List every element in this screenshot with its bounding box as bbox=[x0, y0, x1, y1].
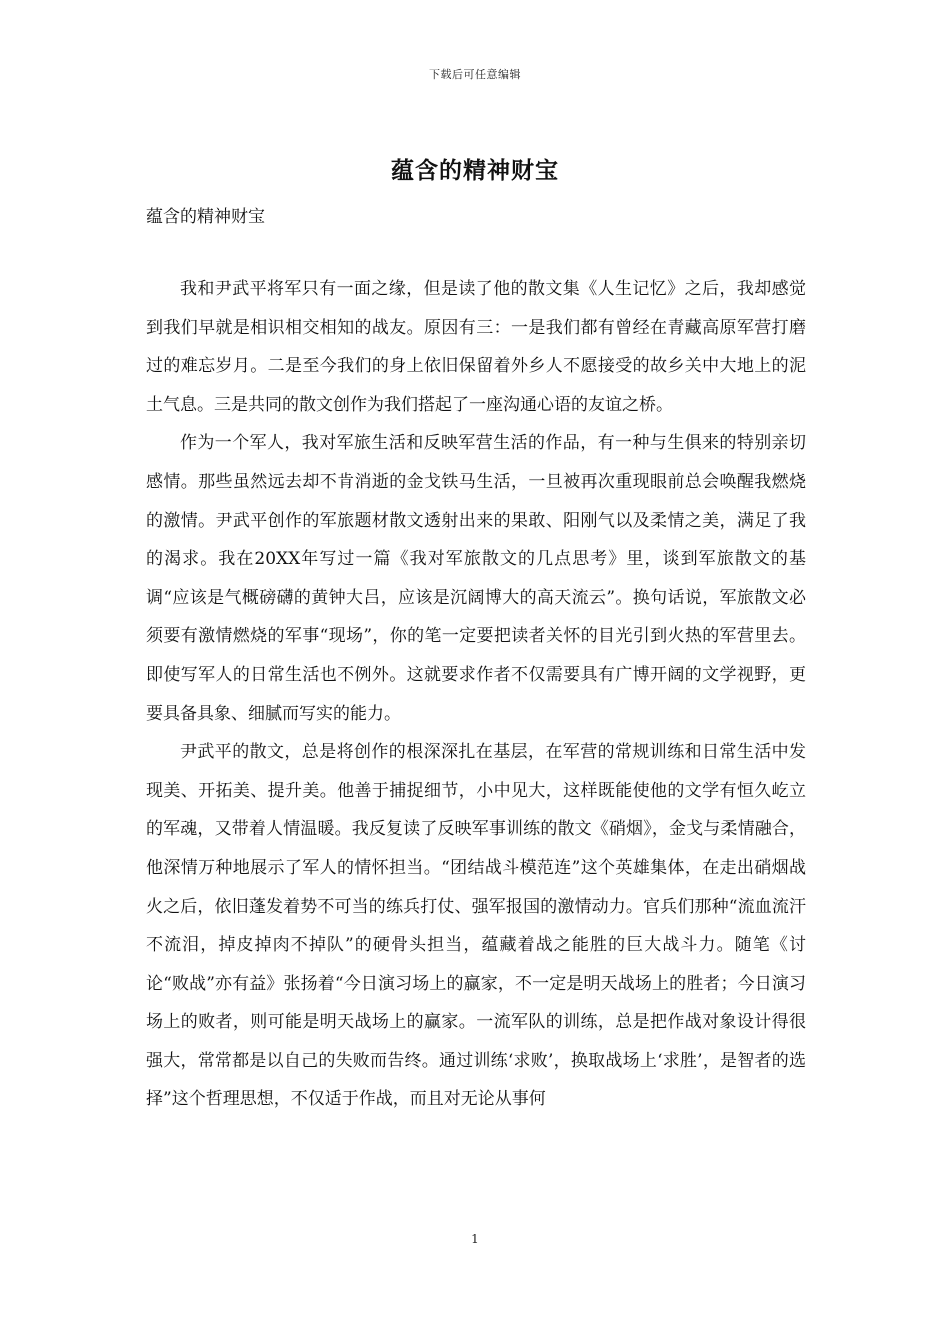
document-subtitle: 蕴含的精神财宝 bbox=[146, 207, 265, 227]
header-note: 下载后可任意编辑 bbox=[429, 68, 521, 81]
paragraph: 尹武平的散文，总是将创作的根深深扎在基层，在军营的常规训练和日常生活中发现美、开拓美、提升美。他善于捕捉细节，小中见大，这样既能使他的文学有恒久屹立的军魂，又带着人情温暖。我反复读了反映军事训练的散文《硝烟》，金戈与柔情融合，他深情万种地展示了军人的情怀担当。“团结战斗模范连”这个英雄集体，在走出硝烟战火之后，依旧蓬发着势不可当的练兵打仗、强军报国的激情动力。官兵们那种“流血流汗不流泪，掉皮掉肉不掉队”的硬骨头担当，蕴藏着战之能胜的巨大战斗力。随笔《讨论“败战”亦有益》张扬着“今日演习场上的赢家，不一定是明天战场上的胜者；今日演习场上的败者，则可能是明天战场上的赢家。一流军队的训练，总是把作战对象设计得很强大，常常都是以自己的失败而告终。通过训练‘求败’，换取战场上‘求胜’，是智者的选择”这个哲理思想，不仅适于作战，而且对无论从事何 bbox=[146, 742, 806, 1110]
page-number: 1 bbox=[471, 1232, 479, 1246]
document-body bbox=[146, 270, 806, 1119]
document-title: 蕴含的精神财宝 bbox=[391, 158, 559, 184]
paragraph: 我和尹武平将军只有一面之缘，但是读了他的散文集《人生记忆》之后，我却感觉到我们早就是相识相交相知的战友。原因有三：一是我们都有曾经在青藏高原军营打磨过的难忘岁月。二是至今我们的身上依旧保留着外乡人不愿接受的故乡关中大地上的泥土气息。三是共同的散文创作为我们搭起了一座沟通心语的友谊之桥。 bbox=[146, 279, 806, 415]
paragraph: 作为一个军人，我对军旅生活和反映军营生活的作品，有一种与生俱来的特别亲切感情。那些虽然远去却不肯消逝的金戈铁马生活，一旦被再次重现眼前总会唤醒我燃烧的激情。尹武平创作的军旅题材散文透射出来的果敢、阳刚气以及柔情之美，满足了我的渴求。我在20XX年写过一篇《我对军旅散文的几点思考》里，谈到军旅散文的基调“应该是气概磅礴的黄钟大吕，应该是沉阔博大的高天流云”。换句话说，军旅散文必须要有激情燃烧的军事“现场”，你的笔一定要把读者关怀的目光引到火热的军营里去。即使写军人的日常生活也不例外。这就要求作者不仅需要具有广博开阔的文学视野，更要具备具象、细腻而写实的能力。 bbox=[146, 433, 806, 724]
